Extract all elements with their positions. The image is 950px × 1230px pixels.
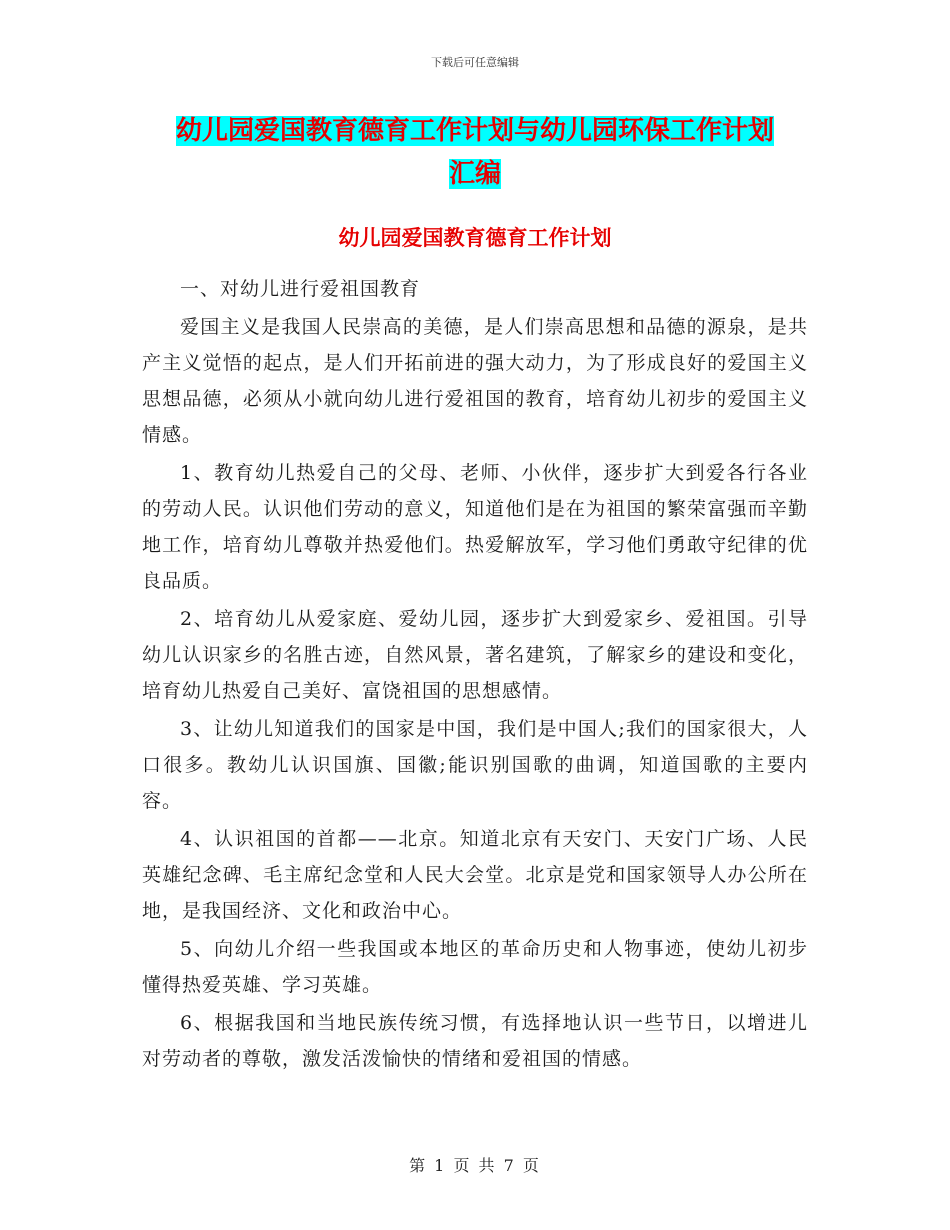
paragraph: 爱国主义是我国人民崇高的美德，是人们崇高思想和品德的源泉，是共产主义觉悟的起点，是人们开拓前进的强大动力，为了形成良好的爱国主义思想品德，必须从小就向幼儿进行爱祖国的教育，培育幼儿初步的爱国主义情感。: [142, 316, 808, 446]
paragraph: 1、教育幼儿热爱自己的父母、老师、小伙伴，逐步扩大到爱各行各业的劳动人民。认识他们劳动的意义，知道他们是在为祖国的繁荣富强而辛勤地工作，培育幼儿尊敬并热爱他们。热爱解放军，学习他们勇敢守纪律的优良品质。: [142, 462, 808, 592]
page-number: 第 1 页 共 7 页: [409, 1156, 541, 1175]
paragraph: 6、根据我国和当地民族传统习惯，有选择地认识一些节日，以增进儿对劳动者的尊敬，激发活泼愉快的情绪和爱祖国的情感。: [142, 1012, 808, 1070]
document-title-line1: 幼儿园爱国教育德育工作计划与幼儿园环保工作计划: [175, 116, 774, 146]
document-title-line2: 汇编: [448, 159, 501, 189]
paragraph: 2、培育幼儿从爱家庭、爱幼儿园，逐步扩大到爱家乡、爱祖国。引导幼儿认识家乡的名胜古迹，自然风景，著名建筑，了解家乡的建设和变化，培育幼儿热爱自己美好、富饶祖国的思想感情。: [142, 608, 808, 702]
document-title: [140, 110, 810, 196]
paragraph-heading: 一、对幼儿进行爱祖国教育: [180, 278, 421, 300]
section-title: 幼儿园爱国教育德育工作计划: [338, 226, 612, 250]
paragraph: 3、让幼儿知道我们的国家是中国，我们是中国人;我们的国家很大，人口很多。教幼儿认识国旗、国徽;能识别国歌的曲调，知道国歌的主要内容。: [142, 718, 808, 812]
document-body: [142, 271, 808, 1077]
paragraph: 4、认识祖国的首都——北京。知道北京有天安门、天安门广场、人民英雄纪念碑、毛主席纪念堂和人民大会堂。北京是党和国家领导人办公所在地，是我国经济、文化和政治中心。: [142, 828, 808, 922]
header-note: 下载后可任意编辑: [431, 56, 519, 69]
paragraph: 5、向幼儿介绍一些我国或本地区的革命历史和人物事迹，使幼儿初步懂得热爱英雄、学习英雄。: [142, 938, 808, 996]
